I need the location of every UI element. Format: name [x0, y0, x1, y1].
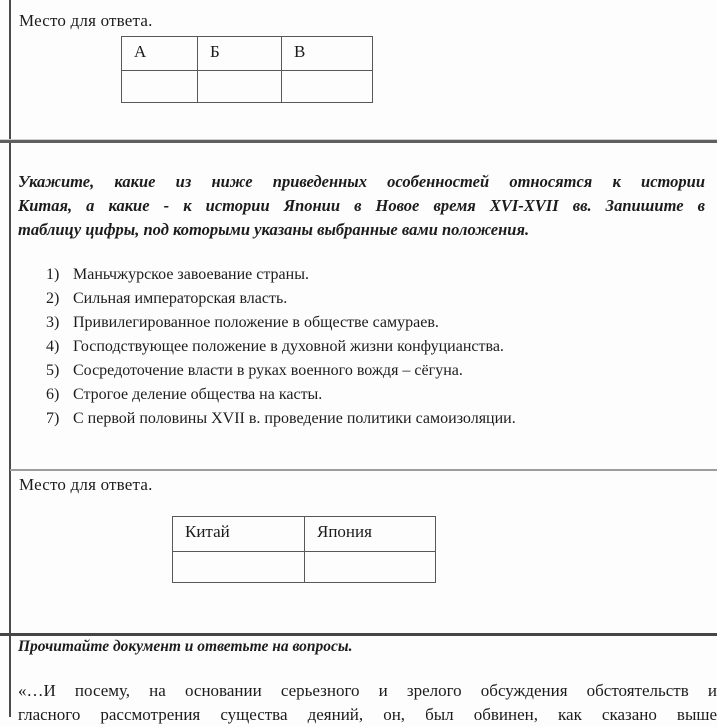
task-item-number: 4): [46, 338, 60, 355]
header-cell-china: Китай: [173, 517, 305, 552]
task-instruction: [18, 170, 705, 242]
task-item-number: 5): [46, 362, 60, 379]
document-quote-line: гласного рассмотрения существа деяний, он, был обвинен, как сказано выше: [18, 705, 717, 724]
answer-area-label-1: Место для ответа.: [19, 11, 153, 30]
task-item-number: 6): [46, 386, 60, 403]
header-cell-japan: Япония: [305, 517, 436, 552]
blank-answer-cell: [305, 552, 436, 583]
task-item-text: Сильная императорская власть.: [73, 290, 288, 307]
document-quote: [18, 679, 717, 727]
document-quote-line: «…И посему, на основании серьезного и зрелого обсуждения обстоятельств и: [18, 681, 717, 700]
header-cell-a: А: [122, 37, 198, 71]
task-item-text: Привилегированное положение в обществе самураев.: [73, 314, 439, 331]
page-left-border: [9, 0, 11, 717]
task-item-text: Маньчжурское завоевание страны.: [73, 266, 309, 283]
answer-table-abv-header-row: [122, 37, 373, 71]
blank-answer-cell: [282, 71, 373, 103]
task-instruction-line: Укажите, какие из ниже приведенных особенностей относятся к истории: [18, 172, 705, 191]
task-instruction-line: таблицу цифры, под которыми указаны выбранные вами положения.: [18, 220, 530, 239]
task-item-number: 3): [46, 314, 60, 331]
task-item-list: [46, 263, 516, 431]
task-item-number: 2): [46, 290, 60, 307]
task-item-1: [46, 263, 516, 287]
blank-answer-cell: [198, 71, 282, 103]
blank-answer-cell: [122, 71, 198, 103]
section-divider-top: [0, 139, 717, 143]
task-item-text: Господствующее положение в духовной жизни конфуцианства.: [73, 338, 504, 355]
task-instruction-line: Китая, а какие - к истории Японии в Новое время XVI-XVII вв. Запишите в: [18, 196, 705, 215]
document-task-instruction: Прочитайте документ и ответьте на вопросы.: [18, 638, 353, 655]
task-item-text: С первой половины XVII в. проведение политики самоизоляции.: [73, 410, 516, 427]
task-item-3: [46, 311, 516, 335]
task-item-5: [46, 359, 516, 383]
task-item-4: [46, 335, 516, 359]
header-cell-v: В: [282, 37, 373, 71]
task-item-text: Строгое деление общества на касты.: [73, 386, 323, 403]
task-item-number: 1): [46, 266, 60, 283]
task-item-text: Сосредоточение власти в руках военного вождя – сёгуна.: [73, 362, 463, 379]
answer-table-cj-header-row: [173, 517, 436, 552]
section-divider-bottom: [0, 633, 717, 636]
header-cell-b: Б: [198, 37, 282, 71]
task-item-7: [46, 407, 516, 431]
task-item-6: [46, 383, 516, 407]
answer-area-label-2: Место для ответа.: [19, 475, 153, 494]
answer-table-abv-blank-row: [122, 71, 373, 103]
section-divider-middle: [10, 469, 717, 471]
answer-table-cj-blank-row: [173, 552, 436, 583]
task-item-2: [46, 287, 516, 311]
answer-table-abv: [121, 36, 373, 103]
answer-table-china-japan: [172, 516, 436, 583]
task-item-number: 7): [46, 410, 60, 427]
blank-answer-cell: [173, 552, 305, 583]
